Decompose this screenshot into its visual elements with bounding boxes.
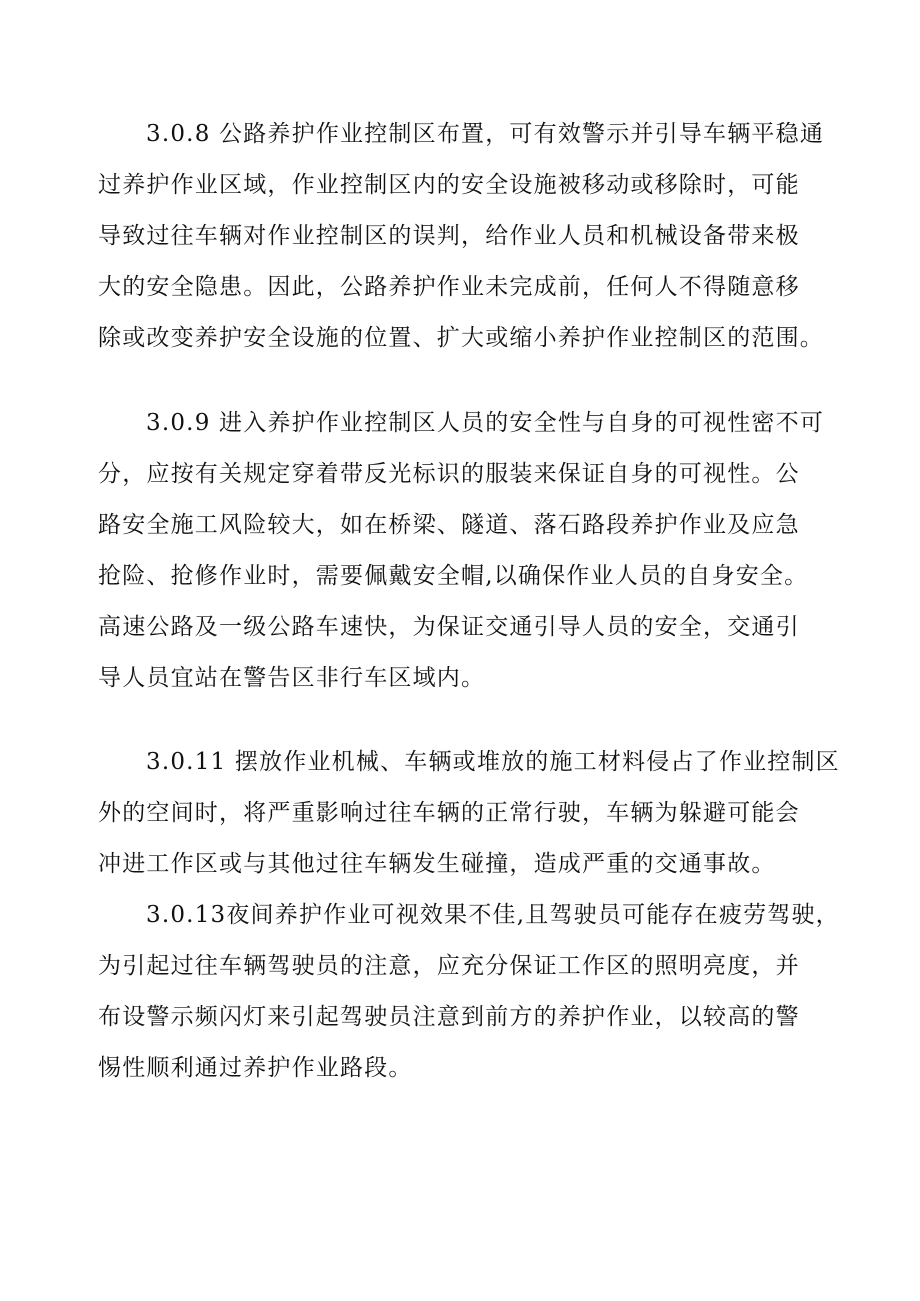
paragraph-line: 导致过往车辆对作业控制区的误判，给作业人员和机械设备带来极 (98, 223, 800, 249)
paragraph-line: 冲进工作区或与其他过往车辆发生碰撞，造成严重的交通事故。 (98, 851, 776, 877)
paragraph-line: 布设警示频闪灯来引起驾驶员注意到前方的养护作业，以较高的警 (98, 1004, 800, 1030)
paragraph-line: 过养护作业区域，作业控制区内的安全设施被移动或移除时，可能 (98, 172, 800, 198)
paragraph-line: 3.0.13夜间养护作业可视效果不佳,且驾驶员可能存在疲劳驾驶， (146, 902, 840, 928)
paragraph-line: 大的安全隐患。因此，公路养护作业未完成前，任何人不得随意移 (98, 274, 800, 300)
paragraph-line: 外的空间时，将严重影响过往车辆的正常行驶，车辆为躲避可能会 (98, 800, 800, 826)
paragraph-line: 惕性顺利通过养护作业路段。 (98, 1055, 413, 1081)
paragraph-line: 为引起过往车辆驾驶员的注意，应充分保证工作区的照明亮度，并 (98, 953, 800, 979)
paragraph-line: 3.0.8 公路养护作业控制区布置，可有效警示并引导车辆平稳通 (146, 121, 825, 147)
paragraph-line: 抢险、抢修作业时，需要佩戴安全帽,以确保作业人员的自身安全。 (98, 563, 809, 589)
paragraph-line: 除或改变养护安全设施的位置、扩大或缩小养护作业控制区的范围。 (98, 325, 824, 351)
paragraph-line: 3.0.9 进入养护作业控制区人员的安全性与自身的可视性密不可 (146, 410, 825, 436)
paragraph-line: 分，应按有关规定穿着带反光标识的服装来保证自身的可视性。公 (98, 461, 800, 487)
paragraph-line: 导人员宜站在警告区非行车区域内。 (98, 665, 486, 691)
paragraph-line: 高速公路及一级公路车速快，为保证交通引导人员的安全，交通引 (98, 614, 800, 640)
paragraph-line: 3.0.11 摆放作业机械、车辆或堆放的施工材料侵占了作业控制区 (146, 749, 840, 775)
paragraph-line: 路安全施工风险较大，如在桥梁、隧道、落石路段养护作业及应急 (98, 512, 800, 538)
